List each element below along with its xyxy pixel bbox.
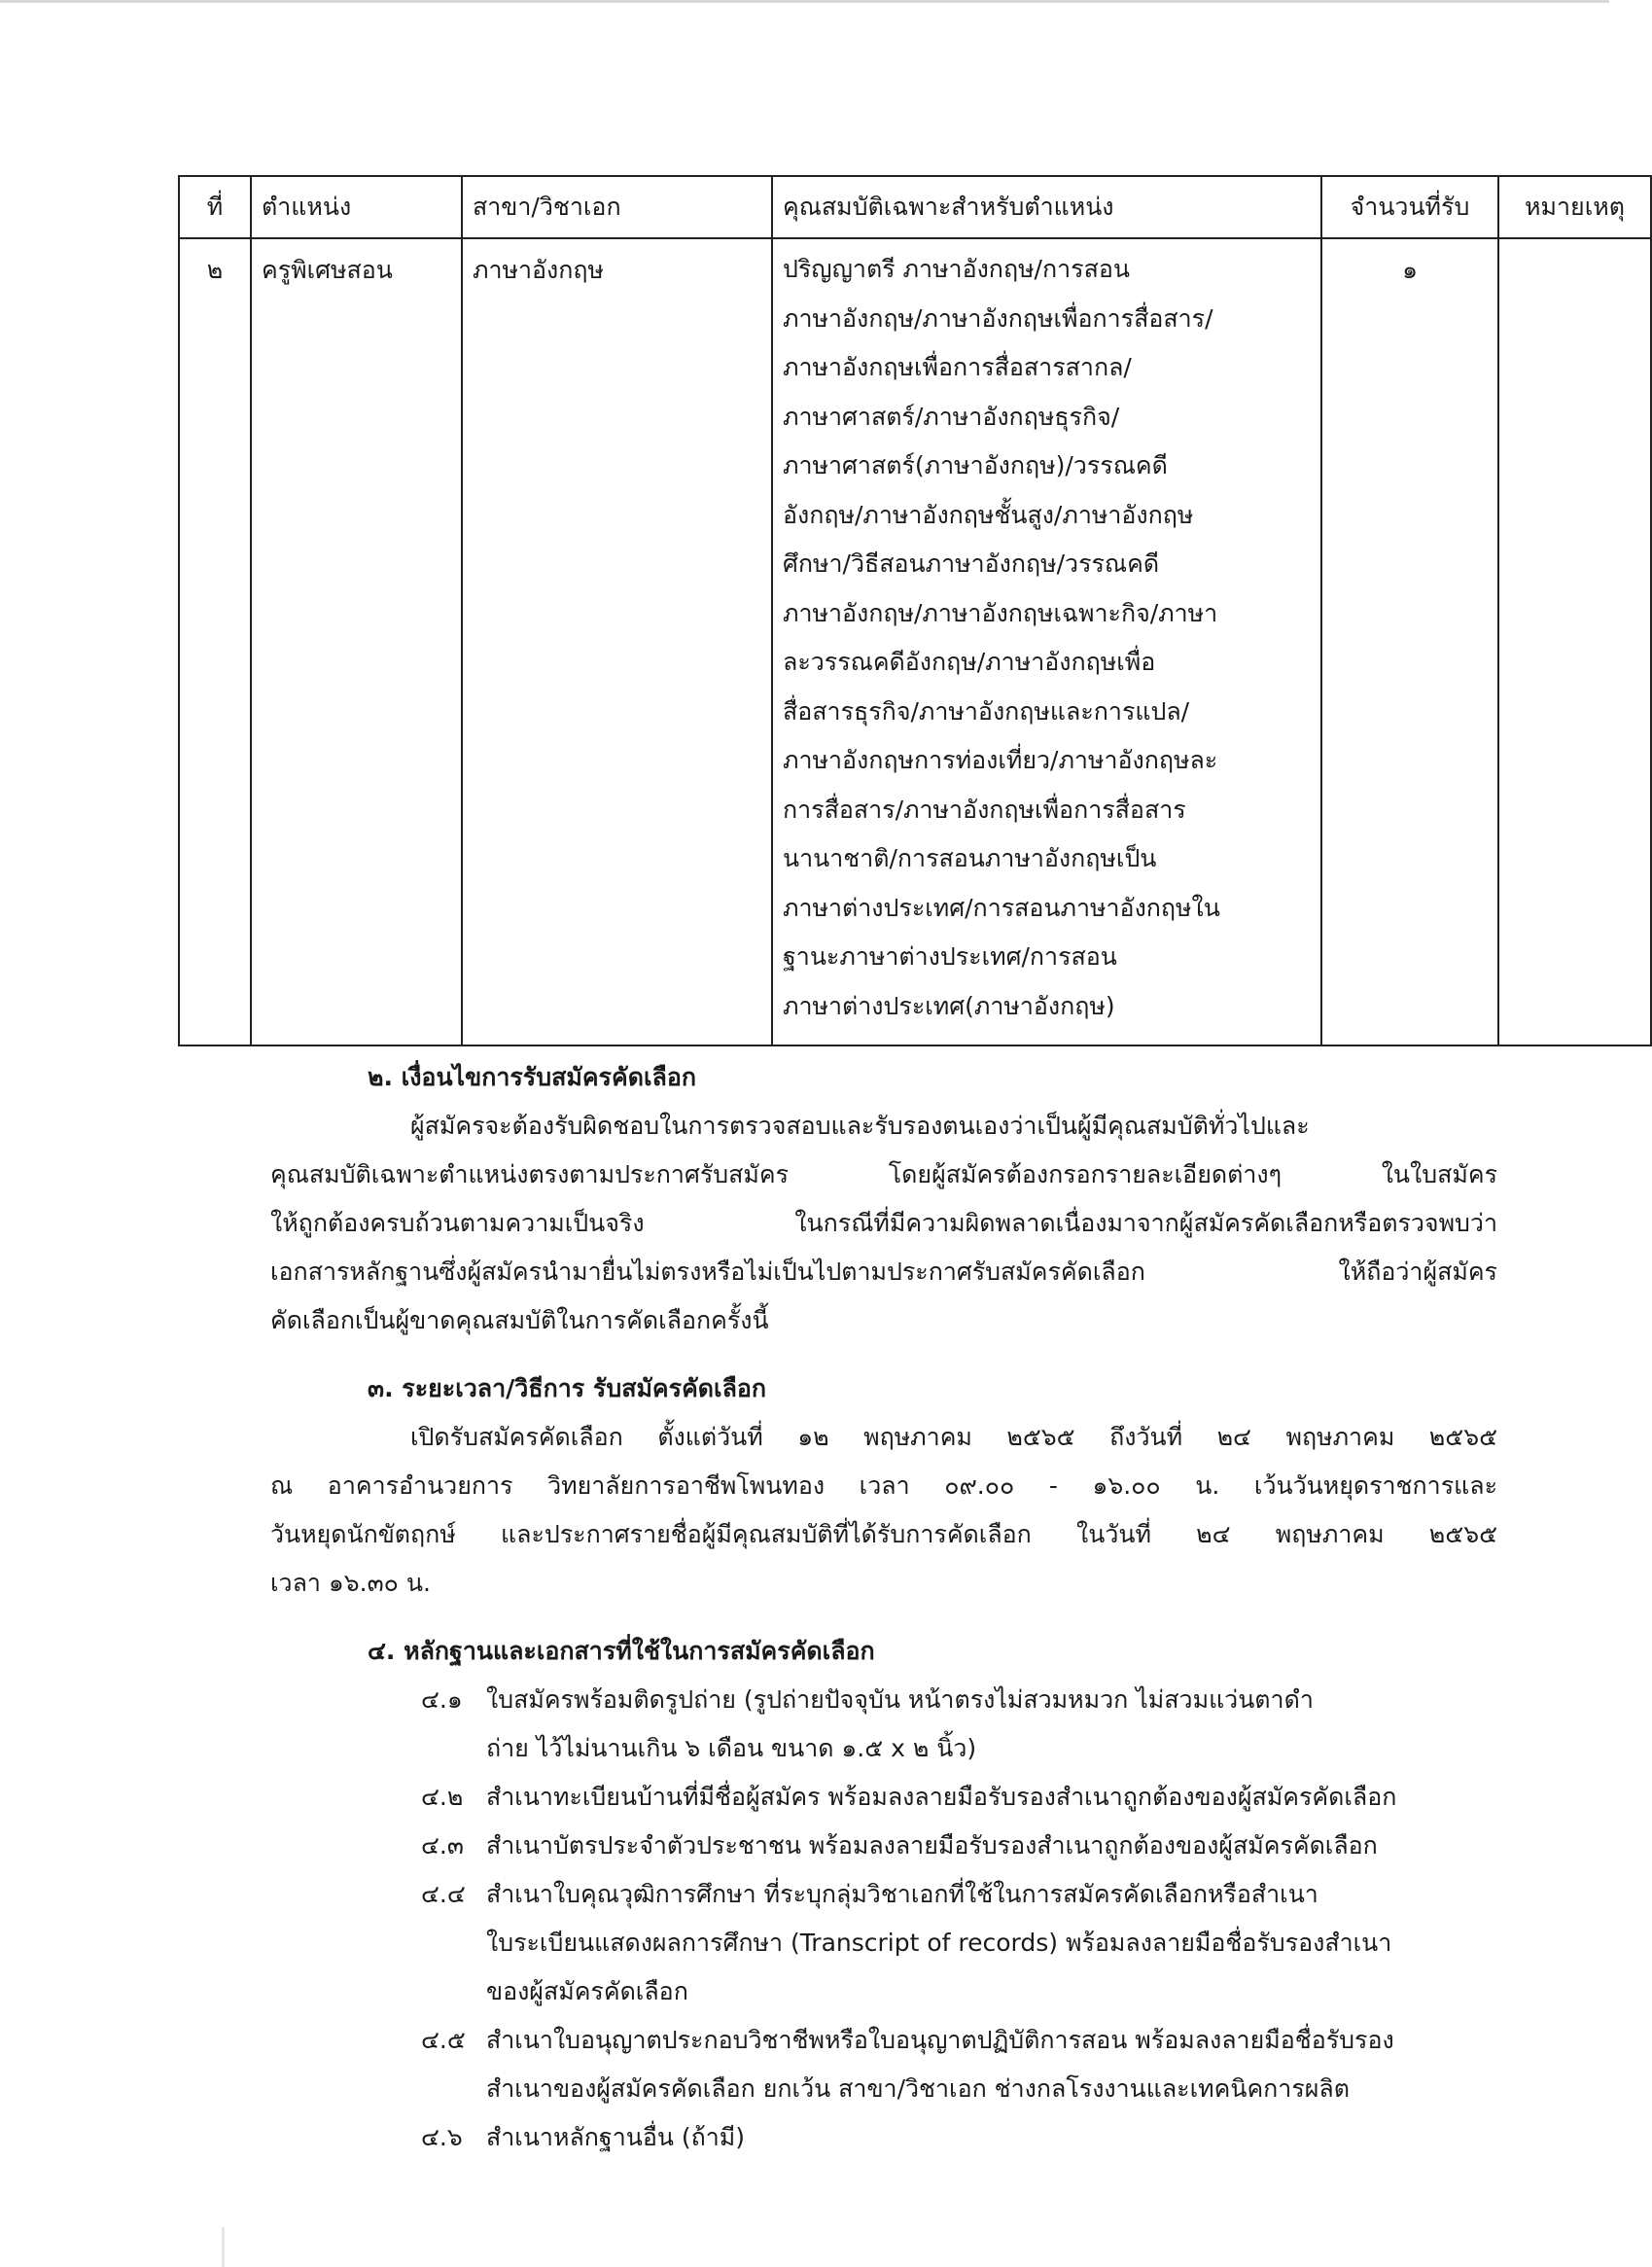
qualification-line: ภาษาอังกฤษเพื่อการสื่อสารสากล/ xyxy=(783,353,1132,381)
requirements-table xyxy=(178,175,1652,1046)
section-4 xyxy=(270,1627,1497,2162)
list-item xyxy=(421,1870,1497,1919)
cell-no: ๒ xyxy=(179,238,251,1045)
list-continuation: ของผู้สมัครคัดเลือก xyxy=(486,1977,688,2005)
section-3-heading: ๓. ระยะเวลา/วิธีการ รับสมัครคัดเลือก xyxy=(368,1374,767,1402)
list-item xyxy=(421,1676,1497,1724)
list-text: ใบสมัครพร้อมติดรูปถ่าย (รูปถ่ายปัจจุบัน หน้าตรงไม่สวมหมวก ไม่สวมแว่นตาดำ xyxy=(486,1685,1314,1714)
list-number: ๔.๕ xyxy=(421,2026,466,2054)
qualification-line: นานาชาติ/การสอนภาษาอังกฤษเป็น xyxy=(783,844,1157,872)
cell-qualifications xyxy=(772,238,1321,1045)
scan-edge xyxy=(0,0,1609,3)
list-item xyxy=(421,2016,1497,2065)
paragraph-line: ณ อาคารอำนวยการ วิทยาลัยการอาชีพโพนทอง เวลา ๐๙.๐๐ - ๑๖.๐๐ น. เว้นวันหยุดราชการและ xyxy=(270,1471,1497,1500)
paragraph-line: คัดเลือกเป็นผู้ขาดคุณสมบัติในการคัดเลือกครั้งนี้ xyxy=(270,1306,769,1334)
qualification-line: การสื่อสาร/ภาษาอังกฤษเพื่อการสื่อสาร xyxy=(783,795,1186,824)
header-note: หมายเหตุ xyxy=(1498,176,1651,238)
qualification-line: ภาษาอังกฤษการท่องเที่ยว/ภาษาอังกฤษละ xyxy=(783,746,1218,774)
header-no: ที่ xyxy=(179,176,251,238)
paragraph-line: เอกสารหลักฐานซึ่งผู้สมัครนำมายื่นไม่ตรงหรือไม่เป็นไปตามประกาศรับสมัครคัดเลือก ให้ถือว่าผู้สมัคร xyxy=(270,1257,1497,1286)
list-text: สำเนาหลักฐานอื่น (ถ้ามี) xyxy=(486,2123,746,2151)
section-4-heading: ๔. หลักฐานและเอกสารที่ใช้ในการสมัครคัดเลือก xyxy=(368,1637,875,1665)
section-2-heading: ๒. เงื่อนไขการรับสมัครคัดเลือก xyxy=(368,1063,696,1091)
paragraph-line: เวลา ๑๖.๓๐ น. xyxy=(270,1569,431,1597)
section-2 xyxy=(270,1053,1497,1345)
qualification-line: ศึกษา/วิธีสอนภาษาอังกฤษ/วรรณคดี xyxy=(783,549,1160,578)
list-continuation: ถ่าย ไว้ไม่นานเกิน ๖ เดือน ขนาด ๑.๕ x ๒ นิ้ว) xyxy=(486,1734,977,1762)
list-text: สำเนาใบอนุญาตประกอบวิชาชีพหรือใบอนุญาตปฏิบัติการสอน พร้อมลงลายมือชื่อรับรอง xyxy=(486,2026,1394,2054)
cell-quantity: ๑ xyxy=(1321,238,1498,1045)
paragraph-line: วันหยุดนักขัตฤกษ์ และประกาศรายชื่อผู้มีคุณสมบัติที่ได้รับการคัดเลือก ในวันที่ ๒๔ พฤษภาคม ๒๕๖๕ xyxy=(270,1520,1497,1548)
list-continuation: สำเนาของผู้สมัครคัดเลือก ยกเว้น สาขา/วิชาเอก ช่างกลโรงงานและเทคนิคการผลิต xyxy=(486,2074,1350,2103)
list-item xyxy=(421,2113,1497,2162)
list-text: สำเนาบัตรประจำตัวประชาชน พร้อมลงลายมือรับรองสำเนาถูกต้องของผู้สมัครคัดเลือก xyxy=(486,1831,1378,1860)
qualification-line: ภาษาต่างประเทศ(ภาษาอังกฤษ) xyxy=(783,991,1115,1020)
qualification-line: ภาษาอังกฤษ/ภาษาอังกฤษเพื่อการสื่อสาร/ xyxy=(783,303,1213,333)
cell-major: ภาษาอังกฤษ xyxy=(462,238,772,1045)
qualification-line: ภาษาต่างประเทศ/การสอนภาษาอังกฤษใน xyxy=(783,893,1220,922)
paragraph-line: ผู้สมัครจะต้องรับผิดชอบในการตรวจสอบและรับรองตนเองว่าเป็นผู้มีคุณสมบัติทั่วไปและ xyxy=(410,1112,1310,1140)
header-position: ตำแหน่ง xyxy=(251,176,462,238)
list-item xyxy=(421,1822,1497,1870)
list-number: ๔.๓ xyxy=(421,1831,464,1860)
list-number: ๔.๒ xyxy=(421,1783,464,1811)
qualification-line: ปริญญาตรี ภาษาอังกฤษ/การสอน xyxy=(783,255,1130,283)
cell-note xyxy=(1498,238,1651,1045)
list-continuation: ใบระเบียนแสดงผลการศึกษา (Transcript of records) พร้อมลงลายมือชื่อรับรองสำเนา xyxy=(486,1929,1392,1957)
paragraph-line: คุณสมบัติเฉพาะตำแหน่งตรงตามประกาศรับสมัคร โดยผู้สมัครต้องกรอกรายละเอียดต่างๆ ในใบสมัคร xyxy=(270,1160,1497,1188)
header-major: สาขา/วิชาเอก xyxy=(462,176,772,238)
qualification-line: ภาษาศาสตร์(ภาษาอังกฤษ)/วรรณคดี xyxy=(783,451,1168,479)
table-row xyxy=(179,238,1651,1045)
qualification-line: สื่อสารธุรกิจ/ภาษาอังกฤษและการแปล/ xyxy=(783,696,1190,726)
table-header-row xyxy=(179,176,1651,238)
qualification-line: อังกฤษ/ภาษาอังกฤษชั้นสูง/ภาษาอังกฤษ xyxy=(783,500,1194,529)
section-3 xyxy=(270,1364,1497,1608)
list-number: ๔.๑ xyxy=(421,1685,463,1714)
paragraph-line: เปิดรับสมัครคัดเลือก ตั้งแต่วันที่ ๑๒ พฤษภาคม ๒๕๖๕ ถึงวันที่ ๒๔ พฤษภาคม ๒๕๖๕ xyxy=(410,1423,1497,1451)
qualification-line: ฐานะภาษาต่างประเทศ/การสอน xyxy=(783,942,1117,971)
scan-artifact xyxy=(222,2227,225,2267)
header-quantity: จำนวนที่รับ xyxy=(1321,176,1498,238)
header-qualifications: คุณสมบัติเฉพาะสำหรับตำแหน่ง xyxy=(772,176,1321,238)
list-number: ๔.๔ xyxy=(421,1880,466,1908)
list-item xyxy=(421,1773,1497,1822)
paragraph-line: ให้ถูกต้องครบถ้วนตามความเป็นจริง ในกรณีที่มีความผิดพลาดเนื่องมาจากผู้สมัครคัดเลือกหรือตรวจพบว่า xyxy=(270,1209,1497,1237)
list-text: สำเนาใบคุณวุฒิการศึกษา ที่ระบุกลุ่มวิชาเอกที่ใช้ในการสมัครคัดเลือกหรือสำเนา xyxy=(486,1880,1318,1908)
cell-position: ครูพิเศษสอน xyxy=(251,238,462,1045)
list-text: สำเนาทะเบียนบ้านที่มีชื่อผู้สมัคร พร้อมลงลายมือรับรองสำเนาถูกต้องของผู้สมัครคัดเลือก xyxy=(486,1783,1397,1811)
qualification-line: ภาษาอังกฤษ/ภาษาอังกฤษเฉพาะกิจ/ภาษา xyxy=(783,598,1218,627)
list-number: ๔.๖ xyxy=(421,2123,463,2151)
qualification-line: ภาษาศาสตร์/ภาษาอังกฤษธุรกิจ/ xyxy=(783,402,1120,431)
qualification-line: ละวรรณคดีอังกฤษ/ภาษาอังกฤษเพื่อ xyxy=(783,648,1156,676)
